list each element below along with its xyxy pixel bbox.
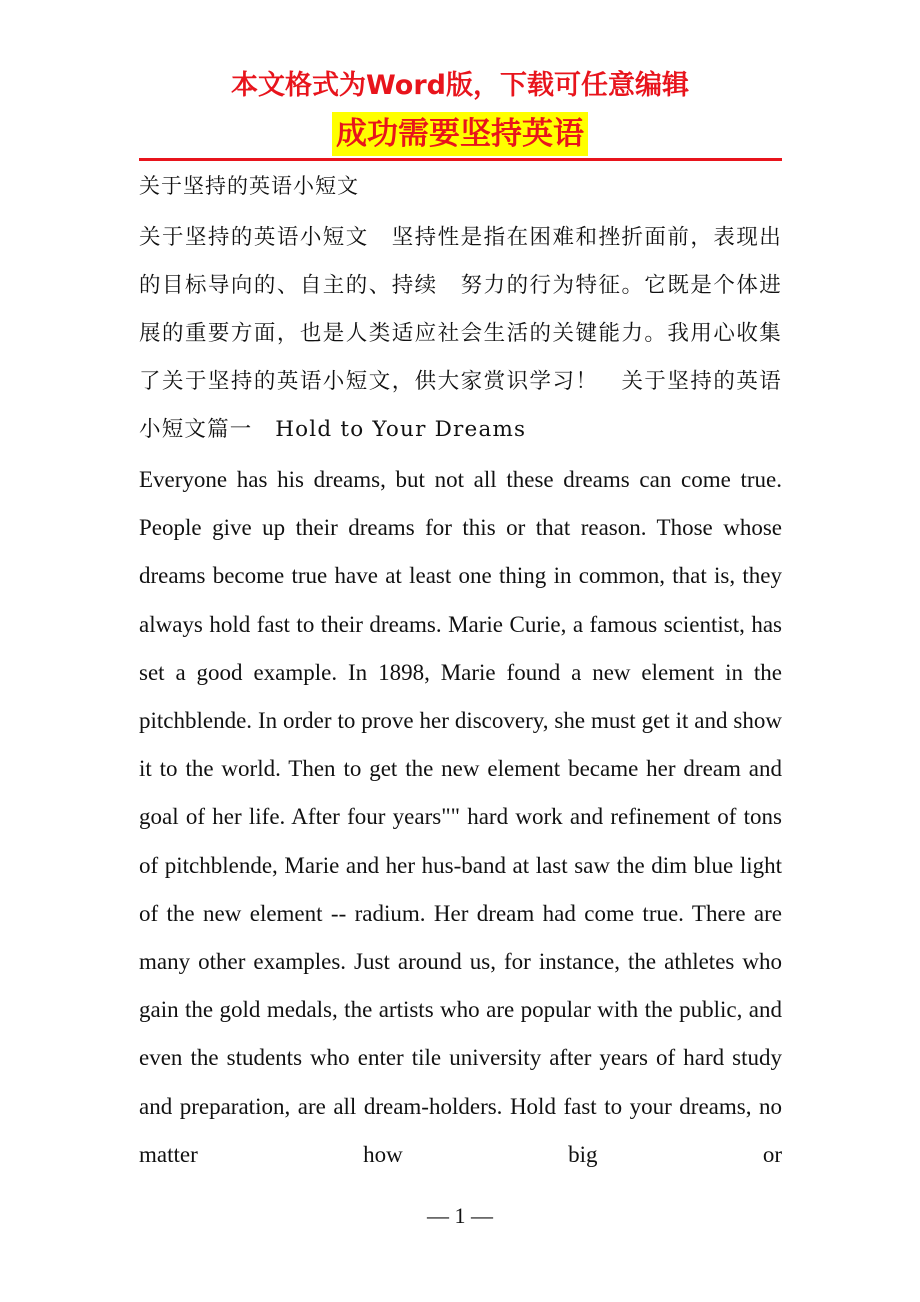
format-notice: 本文格式为Word版，下载可任意编辑	[230, 70, 689, 101]
title-divider	[139, 158, 782, 161]
english-essay-paragraph: Everyone has his dreams, but not all these dreams can come true. People give up their dreams for this or that reason. Those whose dreams become true have at least one thing in common, that is, they always hold fast to their dreams. Marie Curie, a famous scientist, has set a good example. In 1898, Marie found a new element in the pitchblende. In order to prove her discovery, she must get it and show it to the world. Then to get the new element became her dream and goal of her life. After four years"" hard work and refinement of tons of pitchblende, Marie and her hus-band at last saw the dim blue light of the new element -- radium. Her dream had come true. There are many other examples. Just around us, for instance, the athletes who gain the gold medals, the artists who are popular with the public, and even the students who enter tile university after years of hard study and preparation, are all dream-holders. Hold fast to your dreams, no matter how big or	[139, 467, 782, 1167]
chinese-intro-paragraph: 关于坚持的英语小短文 坚持性是指在困难和挫折面前，表现出的目标导向的、自主的、持续 努力的行为特征。它既是个体进展的重要方面，也是人类适应社会生活的关键能力。我用心收集了关于坚持的英语小短文，供大家赏识学习！ 关于坚持的英语小短文篇一 Hold to Your Dreams	[139, 225, 782, 442]
document-subheading: 关于坚持的英语小短文	[139, 174, 359, 198]
document-title: 成功需要坚持英语	[332, 112, 588, 156]
page-number: — 1 —	[427, 1203, 493, 1228]
title-container	[0, 112, 920, 156]
